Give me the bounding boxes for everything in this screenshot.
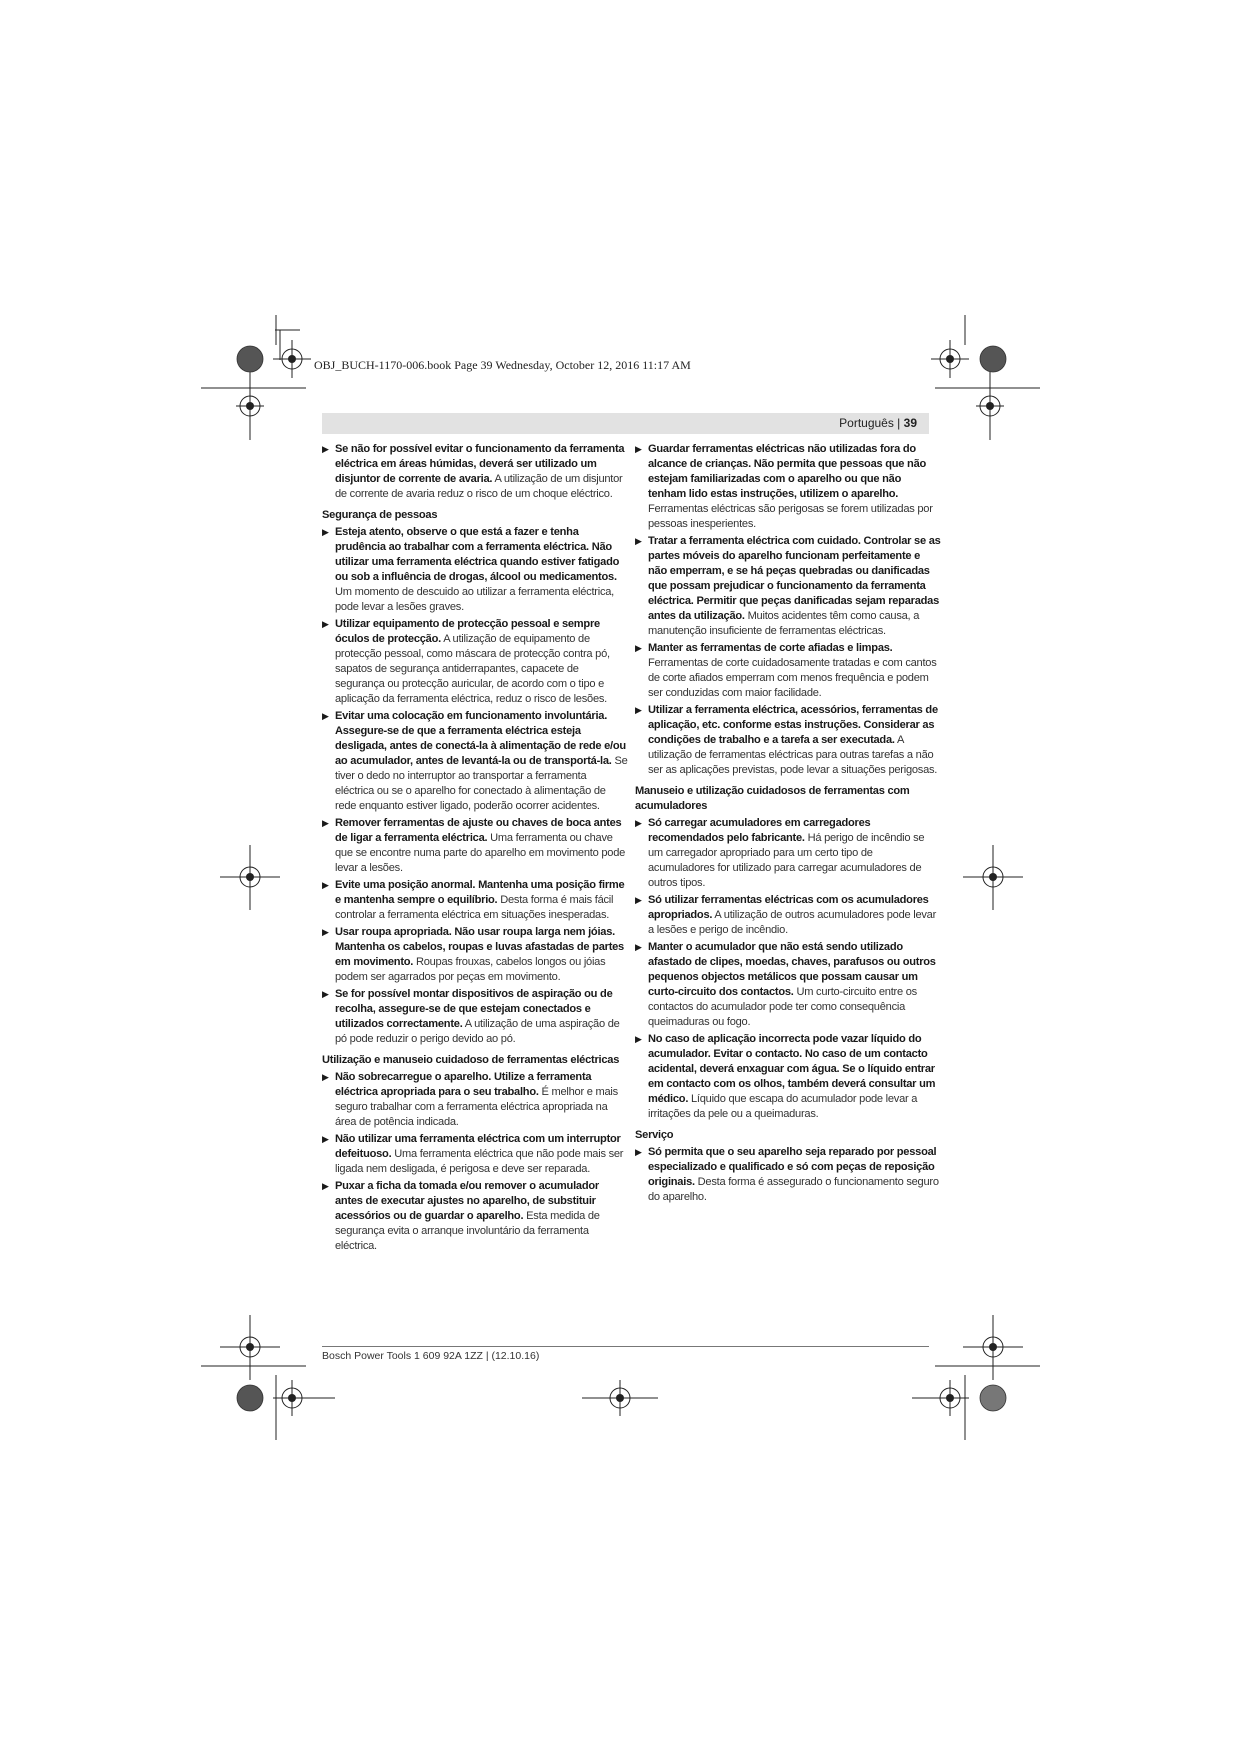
list-item xyxy=(322,1132,628,1177)
item-bold-text: Esteja atento, observe o que está a fazer e tenha prudência ao trabalhar com a ferramenta eléctrica. Não utilizar uma ferramenta eléctrica quando estiver fatigado ou sob a influência de drogas, álcool ou medicamentos. xyxy=(335,526,620,583)
item-bold-text: Só utilizar ferramentas eléctricas com os acumuladores apropriados. xyxy=(648,894,929,921)
item-text: Se tiver o dedo no interruptor ao transportar a ferramenta eléctrica ou se o aparelho for conectado à alimentação de rede enquanto estiver ligado, poderão ocorrer acidentes. xyxy=(335,755,628,812)
list-item xyxy=(322,1070,628,1130)
list-item xyxy=(635,893,941,938)
footer-divider xyxy=(322,1346,929,1347)
item-text: É melhor e mais seguro trabalhar com a ferramenta eléctrica apropriada na área de potência indicada. xyxy=(335,1086,618,1128)
list-item xyxy=(635,940,941,1030)
page-header-band xyxy=(322,413,929,434)
list-item xyxy=(635,703,941,778)
list-item xyxy=(635,1145,941,1205)
item-bold-text: Guardar ferramentas eléctricas não utilizadas fora do alcance de crianças. Não permita que pessoas que não estejam familiarizadas com o aparelho ou que não tenham lido estas instruções, utilizem o aparelho. xyxy=(648,443,927,500)
item-bold-text: Se não for possível evitar o funcionamento da ferramenta eléctrica em áreas húmidas, deverá ser utilizado um disjuntor de corrente de avaria. xyxy=(335,443,625,485)
item-bold-text: Se for possível montar dispositivos de aspiração ou de recolha, assegure-se de que estejam conectados e utilizados correctamente. xyxy=(335,988,613,1030)
bullet-arrow-icon: ▶ xyxy=(635,1147,642,1157)
list-item xyxy=(322,709,628,814)
bullet-arrow-icon: ▶ xyxy=(322,444,329,454)
item-bold-text: Só carregar acumuladores em carregadores recomendados pelo fabricante. xyxy=(648,817,871,844)
item-bold-text: Utilizar a ferramenta eléctrica, acessórios, ferramentas de aplicação, etc. conforme estas instruções. Considerar as condições de trabalho e a tarefa a ser executada. xyxy=(648,704,938,746)
bullet-arrow-icon: ▶ xyxy=(635,536,642,546)
page-number: 39 xyxy=(903,416,917,430)
list-item xyxy=(635,534,941,639)
list-item xyxy=(635,641,941,701)
bullet-arrow-icon: ▶ xyxy=(635,705,642,715)
list-item xyxy=(635,1032,941,1122)
list-item xyxy=(322,525,628,615)
page-header xyxy=(839,416,917,430)
bullet-arrow-icon: ▶ xyxy=(322,818,329,828)
item-text: Esta medida de segurança evita o arranque involuntário da ferramenta eléctrica. xyxy=(335,1210,600,1252)
item-bold-text: Puxar a ficha da tomada e/ou remover o acumulador antes de executar ajustes no aparelho, de substituir acessórios ou de guardar o aparelho. xyxy=(335,1180,599,1222)
item-bold-text: Não sobrecarregue o aparelho. Utilize a ferramenta eléctrica apropriada para o seu trabalho. xyxy=(335,1071,592,1098)
item-text: Uma ferramenta ou chave que se encontre numa parte do aparelho em movimento pode levar a lesões. xyxy=(335,832,626,874)
bullet-arrow-icon: ▶ xyxy=(322,1181,329,1191)
item-text: A utilização de equipamento de protecção pessoal, como máscara de protecção contra pó, sapatos de segurança antiderrapantes, capacete de segurança ou protecção auricular, de acordo com o tipo e aplicação da ferramenta eléctrica, reduz o risco de lesões. xyxy=(335,633,610,705)
item-bold-text: Manter as ferramentas de corte afiadas e limpas. xyxy=(648,642,893,654)
bullet-arrow-icon: ▶ xyxy=(322,711,329,721)
item-text: Muitos acidentes têm como causa, a manutenção insuficiente de ferramentas eléctricas. xyxy=(648,610,920,637)
item-text: A utilização de uma aspiração de pó pode reduzir o perigo devido ao pó. xyxy=(335,1018,620,1045)
bullet-arrow-icon: ▶ xyxy=(322,927,329,937)
item-text: Ferramentas eléctricas são perigosas se forem utilizadas por pessoas inesperientes. xyxy=(648,503,933,530)
item-bold-text: Evite uma posição anormal. Mantenha uma posição firme e mantenha sempre o equilíbrio. xyxy=(335,879,625,906)
bullet-arrow-icon: ▶ xyxy=(635,643,642,653)
list-item xyxy=(635,816,941,891)
list-item xyxy=(322,816,628,876)
list-item xyxy=(322,442,628,502)
bullet-arrow-icon: ▶ xyxy=(635,444,642,454)
crop-header: OBJ_BUCH-1170-006.book Page 39 Wednesday, October 12, 2016 11:17 AM xyxy=(314,358,691,372)
left-column xyxy=(322,442,628,1256)
item-bold-text: Evitar uma colocação em funcionamento involuntária. Assegure-se de que a ferramenta eléctrica esteja desligada, antes de conectá-la à alimentação de rede e/ou ao acumulador, antes de levantá-la ou de transportá-la. xyxy=(335,710,626,767)
item-text: Um momento de descuido ao utilizar a ferramenta eléctrica, pode levar a lesões graves. xyxy=(335,586,615,613)
list-item xyxy=(322,987,628,1047)
page-separator: | xyxy=(893,416,904,430)
list-item xyxy=(322,1179,628,1254)
item-bold-text: Só permita que o seu aparelho seja reparado por pessoal especializado e qualificado e só com peças de reposição originais. xyxy=(648,1146,937,1188)
section-heading: Utilização e manuseio cuidadoso de ferramentas eléctricas xyxy=(322,1054,620,1066)
section-heading: Manuseio e utilização cuidadosos de ferramentas com acumuladores xyxy=(635,785,910,812)
right-column xyxy=(635,442,941,1207)
bullet-arrow-icon: ▶ xyxy=(322,880,329,890)
item-text: Uma ferramenta eléctrica que não pode mais ser ligada nem desligada, é perigosa e deve ser reparada. xyxy=(335,1148,624,1175)
item-bold-text: Tratar a ferramenta eléctrica com cuidado. Controlar se as partes móveis do aparelho funcionam perfeitamente e não emperram, e se há peças quebradas ou danificadas que possam prejudicar o funcionamento da ferramenta eléctrica. Permitir que peças danificadas sejam reparadas antes da utilização. xyxy=(648,535,941,622)
bullet-arrow-icon: ▶ xyxy=(635,818,642,828)
item-bold-text: Manter o acumulador que não está sendo utilizado afastado de clipes, moedas, chaves, parafusos ou outros pequenos objectos metálicos que possam causar um curto-circuito dos contactos. xyxy=(648,941,936,998)
list-item xyxy=(322,617,628,707)
bullet-arrow-icon: ▶ xyxy=(635,942,642,952)
item-text: A utilização de um disjuntor de corrente de avaria reduz o risco de um choque eléctrico. xyxy=(335,473,623,500)
page-language: Português xyxy=(839,416,894,430)
bullet-arrow-icon: ▶ xyxy=(322,989,329,999)
item-text: Ferramentas de corte cuidadosamente tratadas e com cantos de corte afiados emperram com menos frequência e podem ser conduzidas com maior facilidade. xyxy=(648,657,937,699)
item-bold-text: Utilizar equipamento de protecção pessoal e sempre óculos de protecção. xyxy=(335,618,600,645)
list-item xyxy=(322,925,628,985)
item-text: Desta forma é mais fácil controlar a ferramenta eléctrica em situações inesperadas. xyxy=(335,894,614,921)
item-bold-text: Não utilizar uma ferramenta eléctrica com um interruptor defeituoso. xyxy=(335,1133,621,1160)
bullet-arrow-icon: ▶ xyxy=(322,527,329,537)
bullet-arrow-icon: ▶ xyxy=(322,1072,329,1082)
section-heading: Segurança de pessoas xyxy=(322,509,438,521)
item-text: A utilização de outros acumuladores pode levar a lesões e perigo de incêndio. xyxy=(648,909,937,936)
bullet-arrow-icon: ▶ xyxy=(635,1034,642,1044)
item-text: Um curto-circuito entre os contactos do acumulador pode ter como consequência queimaduras ou fogo. xyxy=(648,986,917,1028)
page-footer: Bosch Power Tools 1 609 92A 1ZZ | (12.10.16) xyxy=(322,1350,540,1362)
section-heading: Serviço xyxy=(635,1129,674,1141)
item-text: Desta forma é assegurado o funcionamento seguro do aparelho. xyxy=(648,1176,939,1203)
item-text: Há perigo de incêndio se um carregador apropriado para um certo tipo de acumuladores for utilizado para carregar acumuladores de outros tipos. xyxy=(648,832,925,889)
list-item xyxy=(322,878,628,923)
list-item xyxy=(635,442,941,532)
bullet-arrow-icon: ▶ xyxy=(322,1134,329,1144)
bullet-arrow-icon: ▶ xyxy=(322,619,329,629)
item-bold-text: No caso de aplicação incorrecta pode vazar líquido do acumulador. Evitar o contacto. No caso de um contacto acidental, deverá enxaguar com água. Se o líquido entrar em contacto com os olhos, também deverá consultar um médico. xyxy=(648,1033,936,1105)
item-text: A utilização de ferramentas eléctricas para outras tarefas a não ser as aplicações previstas, pode levar a situações perigosas. xyxy=(648,734,938,776)
item-text: Roupas frouxas, cabelos longos ou jóias podem ser agarrados por peças em movimento. xyxy=(335,956,606,983)
item-bold-text: Usar roupa apropriada. Não usar roupa larga nem jóias. Mantenha os cabelos, roupas e luvas afastadas de partes em movimento. xyxy=(335,926,624,968)
item-bold-text: Remover ferramentas de ajuste ou chaves de boca antes de ligar a ferramenta eléctrica. xyxy=(335,817,622,844)
item-text: Líquido que escapa do acumulador pode levar a irritações da pele ou a queimaduras. xyxy=(648,1093,918,1120)
bullet-arrow-icon: ▶ xyxy=(635,895,642,905)
